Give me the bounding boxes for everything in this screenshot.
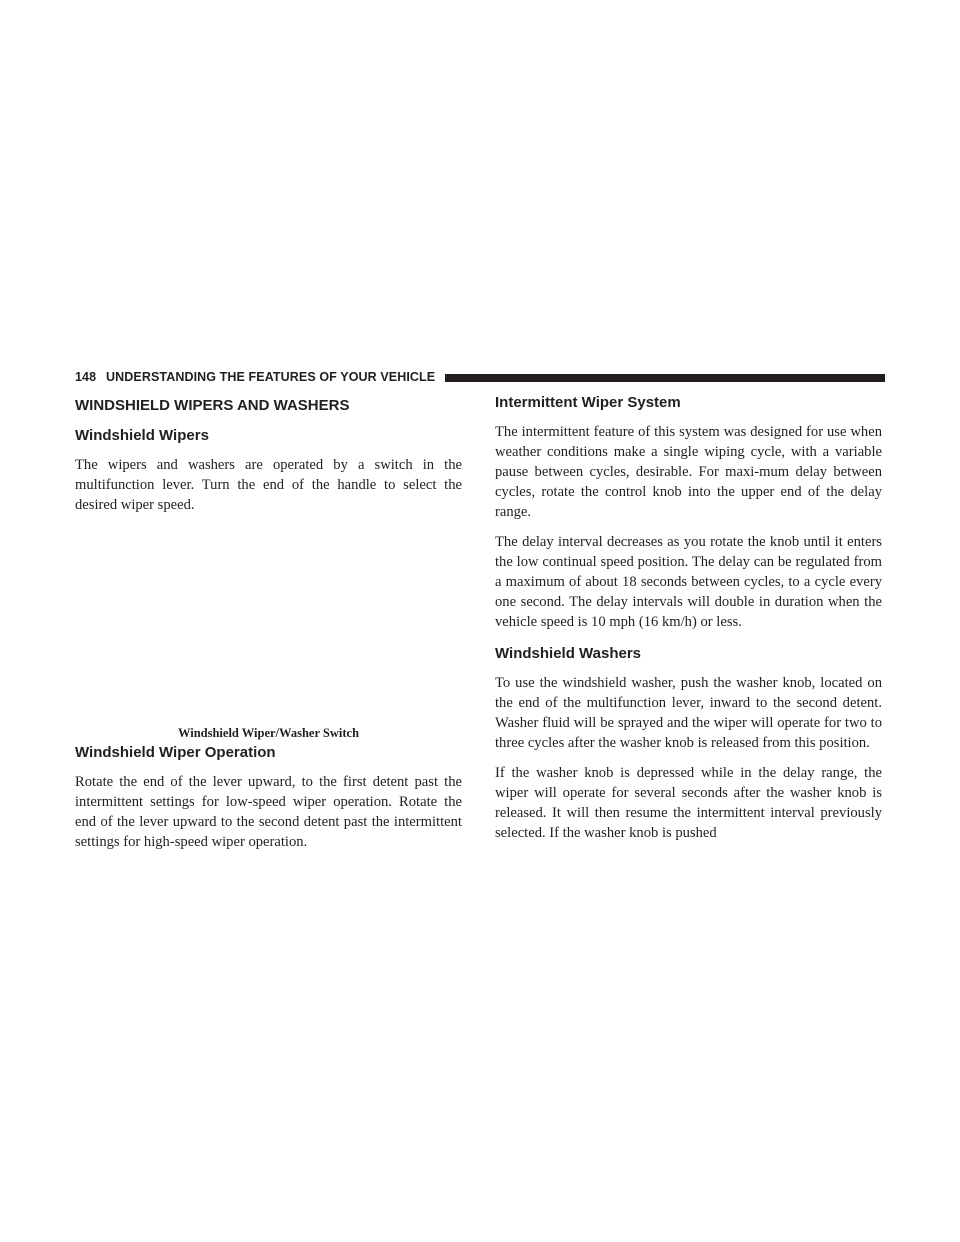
page-number: 148 [75,370,97,384]
right-column [495,392,882,843]
left-column [75,392,462,852]
figure-area [75,515,462,741]
washers-paragraph-1: To use the windshield washer, push the washer knob, located on the end of the multifunction lever, inward to the second detent. Washer fluid will be sprayed and the wiper will operate for two to three cycles after the washer knob is released from this position. [495,675,882,751]
intermittent-paragraph-1: The intermittent feature of this system was designed for use when weather conditions make a single wiping cycle, with a variable pause between cycles, desirable. For maxi-mum delay between cycles, rotate the control knob into the upper end of the delay range. [495,424,882,520]
header-rule [445,374,885,382]
figure-caption: Windshield Wiper/Washer Switch [177,726,360,740]
main-heading: WINDSHIELD WIPERS AND WASHERS [75,397,350,414]
intermittent-heading: Intermittent Wiper System [495,394,681,411]
intermittent-paragraph-2: The delay interval decreases as you rotate the knob until it enters the low continual speed position. The delay can be regulated from a maximum of about 18 seconds between cycles, to a cycle every one second. The delay intervals will double in duration when the vehicle speed is 10 mph (16 km/h) or less. [495,534,882,630]
washers-heading: Windshield Washers [495,645,642,662]
operation-paragraph: Rotate the end of the lever upward, to the first detent past the intermittent settings for low-speed wiper operation. Rotate the end of the lever upward to the second detent past the intermittent settings for high-speed wiper operation. [75,774,462,850]
wipers-paragraph: The wipers and washers are operated by a switch in the multifunction lever. Turn the end of the handle to select the desired wiper speed. [75,457,462,513]
page-header [75,369,885,385]
wipers-heading: Windshield Wipers [75,427,209,444]
operation-heading: Windshield Wiper Operation [75,744,276,761]
section-title: UNDERSTANDING THE FEATURES OF YOUR VEHICLE [106,370,436,384]
washers-paragraph-2: If the washer knob is depressed while in the delay range, the wiper will operate for several seconds after the washer knob is released. It will then resume the intermittent interval previously selected. If the washer knob is pushed [495,765,882,841]
